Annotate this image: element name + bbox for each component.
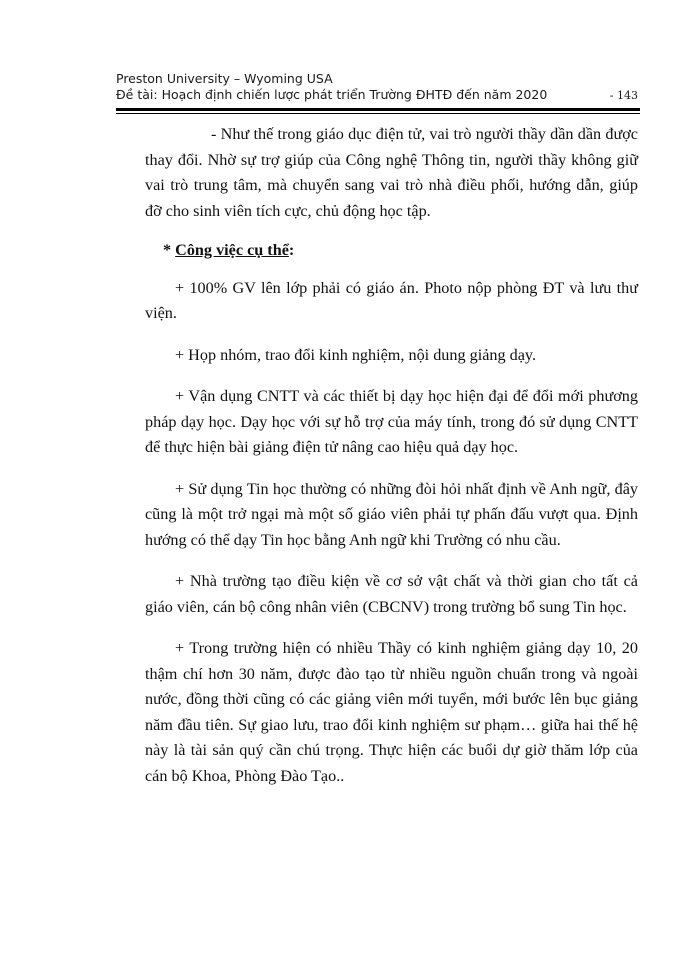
- document-body: [145, 122, 638, 805]
- header-divider: [116, 108, 640, 111]
- list-item: + Sử dụng Tin học thường có những đòi hỏi nhất định về Anh ngữ, đây cũng là một trở ngại mà một số giáo viên phải tự phấn đấu vượt qua. Định hướng có thể dạy Tin học bằng Anh ngữ khi Trường có nhu cầu.: [145, 479, 638, 549]
- section-suffix: :: [288, 241, 295, 259]
- list-item: + 100% GV lên lớp phải có giáo án. Photo nộp phòng ĐT và lưu thư viện.: [145, 278, 638, 322]
- intro-paragraph: - Như thế trong giáo dục điện tử, vai trò người thầy dần dần được thay đổi. Nhờ sự trợ giúp của Công nghệ Thông tin, người thầy không giữ vai trò trung tâm, mà chuyển sang vai trò nhà điều phối, hướng dẫn, giúp đỡ cho sinh viên tích cực, chủ động học tập.: [145, 125, 638, 220]
- list-item: + Nhà trường tạo điều kiện về cơ sở vật chất và thời gian cho tất cả giáo viên, cán bộ công nhân viên (CBCNV) trong trường bổ sung Tin học.: [145, 572, 638, 616]
- section-title: Công việc cụ thể: [175, 241, 289, 259]
- list-item: + Trong trường hiện có nhiều Thầy có kinh nghiệm giảng dạy 10, 20 thậm chí hơn 30 năm, được đào tạo từ nhiều nguồn chuẩn trong và ngoài nước, đồng thời cũng có các giảng viên mới tuyển, mới bước lên bục giảng năm đầu tiên. Sự giao lưu, trao đổi kinh nghiệm sư phạm… giữa hai thế hệ này là tài sản quý cần chú trọng. Thực hiện các buổi dự giờ thăm lớp của cán bộ Khoa, Phòng Đào Tạo..: [145, 639, 638, 785]
- list-item: + Họp nhóm, trao đổi kinh nghiệm, nội dung giảng dạy.: [175, 345, 537, 364]
- header-university: Preston University – Wyoming USA: [116, 71, 333, 86]
- section-heading: [145, 238, 638, 264]
- section-bullet: *: [163, 241, 176, 259]
- list-item: + Vận dụng CNTT và các thiết bị dạy học hiện đại để đổi mới phương pháp dạy học. Dạy học với sự hỗ trợ của máy tính, trong đó sử dụng CNTT để thực hiện bài giảng điện tử nâng cao hiệu quả dạy học.: [145, 387, 638, 456]
- page-header: [116, 71, 640, 103]
- page-number: - 143: [609, 89, 638, 102]
- header-topic: Đề tài: Hoạch định chiến lược phát triển Trường ĐHTĐ đến năm 2020: [116, 87, 548, 102]
